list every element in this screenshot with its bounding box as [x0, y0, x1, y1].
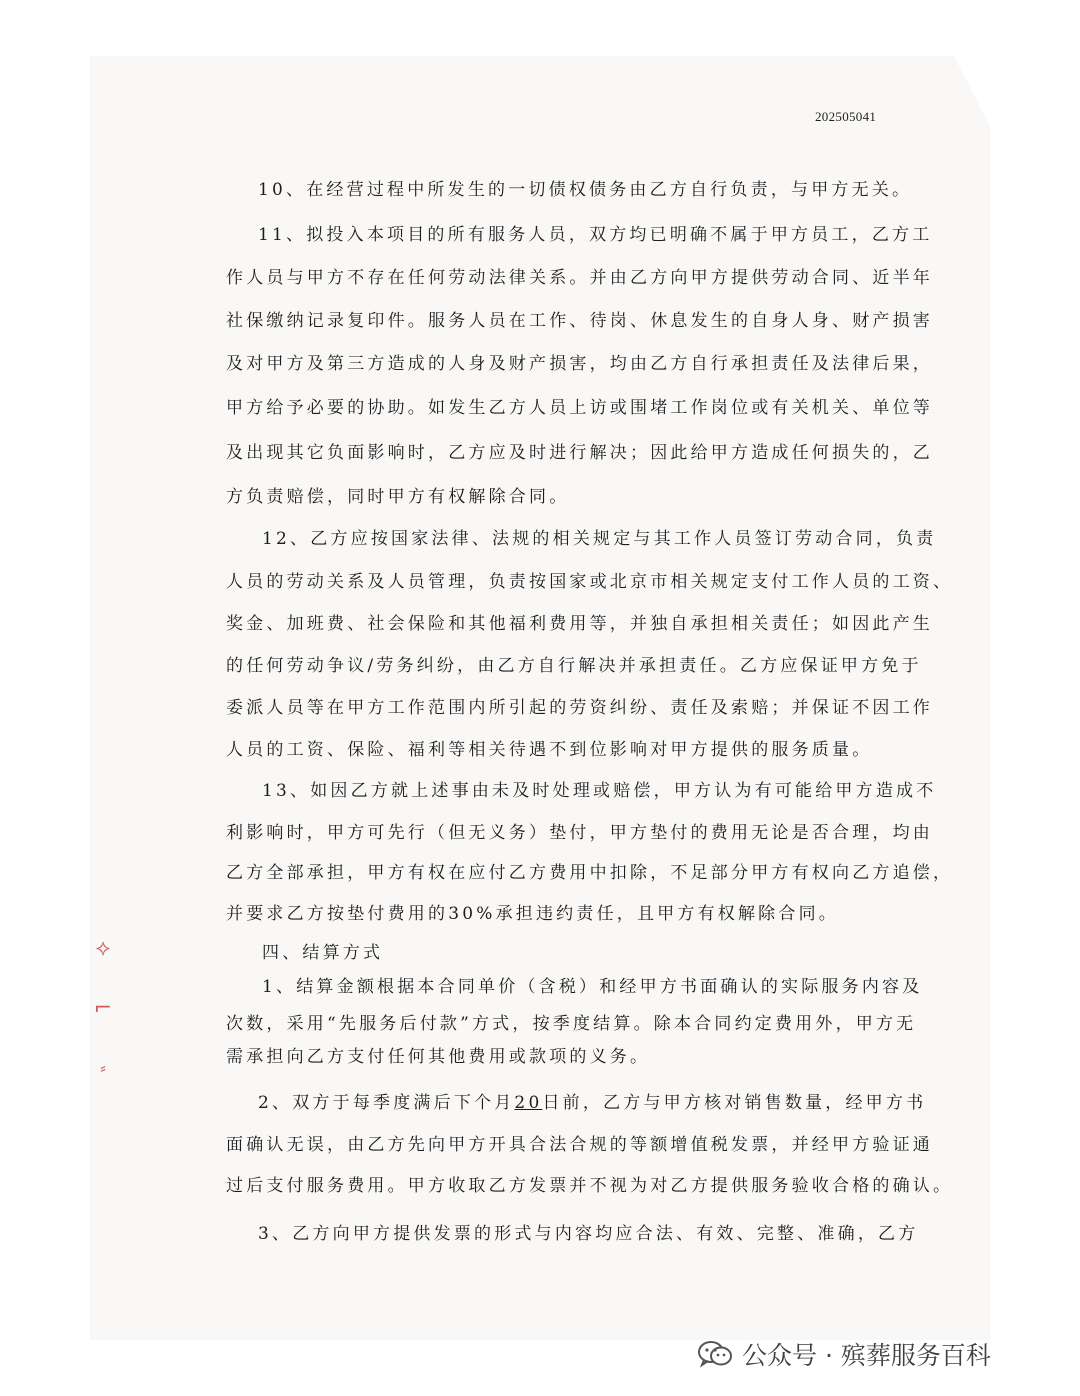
text-line: 过后支付服务费用。甲方收取乙方发票并不视为对乙方提供服务验收合格的确认。: [226, 1176, 954, 1196]
text-line: 人员的工资、保险、福利等相关待遇不到位影响对甲方提供的服务质量。: [226, 740, 873, 760]
text-segment: 日前，乙方与甲方核对销售数量，经甲方书: [542, 1093, 927, 1113]
text-line: 次数，采用“先服务后付款”方式，按季度结算。除本合同约定费用外，甲方无: [226, 1014, 917, 1034]
text-line: 及出现其它负面影响时，乙方应及时进行解决；因此给甲方造成任何损失的，乙: [226, 443, 933, 463]
stamp-fragment: ⸗: [100, 1058, 106, 1077]
text-line: 10、在经营过程中所发生的一切债权债务由乙方自行负责，与甲方无关。: [258, 180, 913, 200]
text-line: [258, 1093, 926, 1113]
text-line: 社保缴纳记录复印件。服务人员在工作、待岗、休息发生的自身人身、财产损害: [226, 311, 933, 331]
watermark: [696, 1336, 991, 1372]
section-heading: 四、结算方式: [262, 943, 384, 963]
text-line: 委派人员等在甲方工作范围内所引起的劳资纠纷、责任及索赔；并保证不因工作: [226, 698, 933, 718]
text-line: 3、乙方向甲方提供发票的形式与内容均应合法、有效、完整、准确，乙方: [258, 1224, 919, 1244]
text-line: 并要求乙方按垫付费用的30%承担违约责任，且甲方有权解除合同。: [226, 904, 839, 924]
text-segment: 2、双方于每季度满后下个月: [258, 1093, 515, 1113]
text-line: 利影响时，甲方可先行（但无义务）垫付，甲方垫付的费用无论是否合理，均由: [226, 823, 933, 843]
text-line: 面确认无误，由乙方先向甲方开具合法合规的等额增值税发票，并经甲方验证通: [226, 1135, 933, 1155]
underlined-number: 20: [514, 1093, 543, 1113]
text-line: 13、如因乙方就上述事由未及时处理或赔偿，甲方认为有可能给甲方造成不: [262, 781, 937, 801]
text-line: 11、拟投入本项目的所有服务人员，双方均已明确不属于甲方员工，乙方工: [258, 225, 933, 245]
text-line: 1、结算金额根据本合同单价（含税）和经甲方书面确认的实际服务内容及: [262, 977, 923, 997]
text-line: 的任何劳动争议/劳务纠纷，由乙方自行解决并承担责任。乙方应保证甲方免于: [226, 656, 922, 676]
text-line: 甲方给予必要的协助。如发生乙方人员上访或围堵工作岗位或有关机关、单位等: [226, 398, 933, 418]
stamp-fragment: ⌐: [93, 996, 113, 1021]
text-line: 奖金、加班费、社会保险和其他福利费用等，并独自承担相关责任；如因此产生: [226, 614, 933, 634]
text-line: 方负责赔偿，同时甲方有权解除合同。: [226, 487, 570, 507]
document-number: 202505041: [815, 109, 877, 124]
watermark-text: 公众号 · 殡葬服务百科: [742, 1341, 991, 1370]
text-line: 12、乙方应按国家法律、法规的相关规定与其工作人员签订劳动合同，负责: [262, 529, 937, 549]
text-line: 及对甲方及第三方造成的人身及财产损害，均由乙方自行承担责任及法律后果，: [226, 354, 933, 374]
stamp-fragment: ⟡: [95, 936, 111, 961]
text-line: 乙方全部承担，甲方有权在应付乙方费用中扣除，不足部分甲方有权向乙方追偿，: [226, 863, 954, 883]
wechat-icon: [696, 1339, 734, 1369]
text-line: 作人员与甲方不存在任何劳动法律关系。并由乙方向甲方提供劳动合同、近半年: [226, 268, 933, 288]
text-line: 人员的劳动关系及人员管理，负责按国家或北京市相关规定支付工作人员的工资、: [226, 572, 954, 592]
text-line: 需承担向乙方支付任何其他费用或款项的义务。: [226, 1047, 651, 1067]
